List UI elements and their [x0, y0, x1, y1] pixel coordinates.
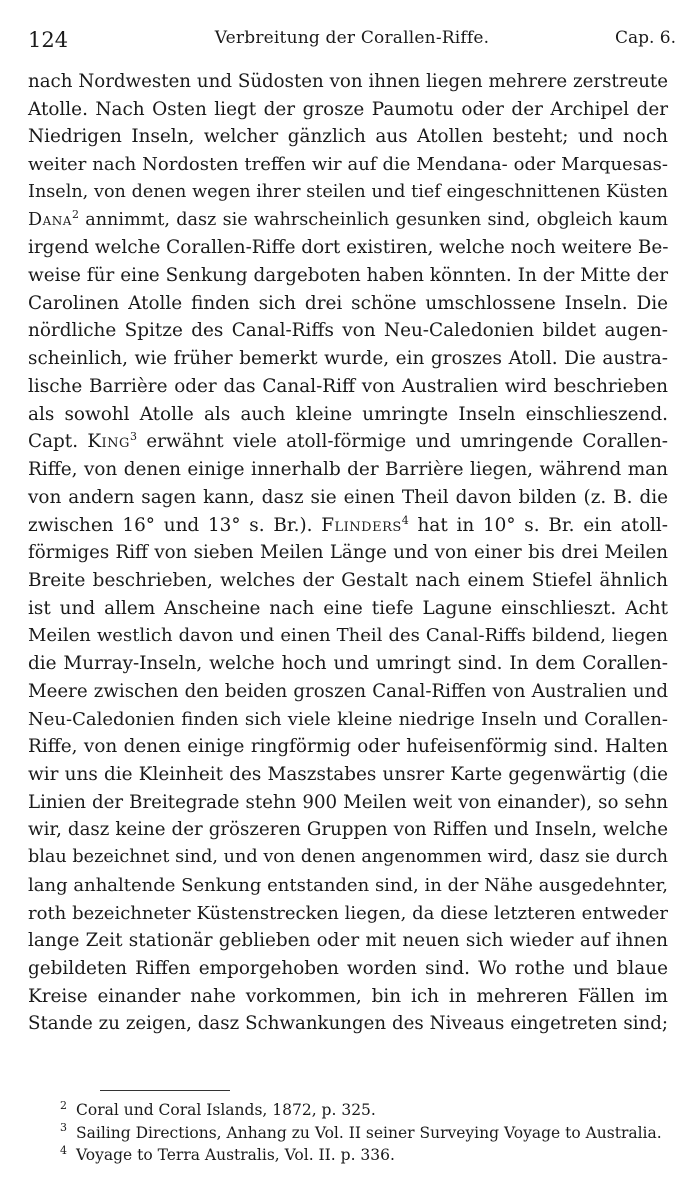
- text-line: [28, 844, 668, 872]
- text-line: [28, 262, 668, 290]
- text-segment: Kreise einander nahe vorkommen, bin ich in mehreren Fällen im: [28, 985, 668, 1007]
- running-title: Verbreitung der Corallen-Riffe.: [214, 28, 490, 48]
- text-line: [28, 428, 668, 456]
- text-segment: Niedrigen Inseln, welcher gänzlich aus Atollen besteht; und noch: [28, 126, 668, 148]
- text-line: [28, 678, 668, 706]
- text-segment: Capt.: [28, 431, 88, 453]
- footnote-divider: [100, 1090, 230, 1091]
- text-segment: Carolinen Atolle finden sich drei schöne umschlossene Inseln. Die: [28, 292, 668, 314]
- text-line: [28, 68, 668, 96]
- text-line: [28, 622, 668, 650]
- text-segment: die Murray-Inseln, welche hoch und umringt sind. In dem Corallen-: [28, 653, 668, 675]
- text-line: [28, 96, 668, 124]
- footnote-reference: 2: [71, 207, 79, 221]
- running-head: [28, 28, 676, 58]
- text-segment: roth bezeichneter Küstenstrecken liegen, da diese letzteren entweder: [28, 902, 668, 924]
- text-segment: Riffe, von denen einige ringförmig oder hufeisenförmig sind. Halten: [28, 736, 668, 758]
- text-segment: lang anhaltende Senkung entstanden sind, in der Nähe ausgedehnter,: [28, 874, 668, 896]
- text-line: [28, 456, 668, 484]
- text-line: [28, 983, 668, 1011]
- text-line: [28, 872, 668, 900]
- author-name: Flinders: [321, 514, 402, 536]
- text-line: [28, 234, 668, 262]
- text-segment: Atolle. Nach Osten liegt der grosze Paumotu oder der Archipel der: [28, 98, 668, 120]
- footnote-text: Sailing Directions, Anhang zu Vol. II seiner Surveying Voyage to Australia.: [76, 1123, 662, 1142]
- text-segment: hat in 10° s. Br. ein atoll-: [408, 514, 668, 536]
- text-segment: blau bezeichnet sind, und von denen angenommen wird, dasz sie durch: [28, 847, 668, 868]
- body-text: [28, 68, 668, 1038]
- text-line: [28, 512, 668, 540]
- text-line: [28, 123, 668, 151]
- text-segment: Breite beschrieben, welches der Gestalt nach einem Stiefel ähnlich: [28, 569, 668, 591]
- text-segment: lische Barrière oder das Canal-Riff von Australien wird beschrieben: [28, 375, 668, 397]
- author-name: Dana: [28, 209, 72, 230]
- footnote: 4 Voyage to Terra Australis, Vol. II. p. 336.: [60, 1143, 395, 1164]
- text-line: [28, 179, 668, 207]
- text-line: [28, 539, 668, 567]
- text-segment: förmiges Riff von sieben Meilen Länge und von einer bis drei Meilen: [28, 542, 668, 564]
- text-segment: nördliche Spitze des Canal-Riffs von Neu-Caledonien bildet augen-: [28, 320, 668, 342]
- text-line: [28, 151, 668, 179]
- text-segment: Meilen westlich davon und einen Theil des Canal-Riffs bildend, liegen: [28, 625, 668, 647]
- text-line: [28, 761, 668, 789]
- text-line: [28, 789, 668, 817]
- text-segment: weiter nach Nordosten treffen wir auf die Mendana- oder Marquesas-: [28, 154, 668, 176]
- text-segment: erwähnt viele atoll-förmige und umringende Corallen-: [136, 431, 668, 453]
- text-line: [28, 595, 668, 623]
- chapter-label: Cap. 6.: [614, 28, 676, 48]
- text-line: [28, 955, 668, 983]
- text-line: [28, 900, 668, 928]
- text-line: [28, 567, 668, 595]
- text-segment: scheinlich, wie früher bemerkt wurde, ein groszes Atoll. Die austra-: [28, 348, 668, 370]
- footnote: 2 Coral und Coral Islands, 1872, p. 325.: [60, 1098, 376, 1119]
- text-segment: von andern sagen kann, dasz sie einen Theil davon bilden (z. B. die: [28, 486, 668, 508]
- text-line: [28, 207, 668, 235]
- footnote-reference: 3: [129, 430, 137, 444]
- text-segment: lange Zeit stationär geblieben oder mit neuen sich wieder auf ihnen: [28, 930, 668, 952]
- text-line: [28, 345, 668, 373]
- text-segment: ist und allem Anscheine nach eine tiefe Lagune einschlieszt. Acht: [28, 597, 668, 619]
- text-segment: gebildeten Riffen emporgehoben worden sind. Wo rothe und blaue: [28, 958, 668, 979]
- text-segment: wir uns die Kleinheit des Maszstabes unsrer Karte gegenwärtig (die: [28, 763, 668, 785]
- footnote-text: Voyage to Terra Australis, Vol. II. p. 336.: [76, 1146, 395, 1164]
- text-segment: Riffe, von denen einige innerhalb der Barrière liegen, während man: [28, 459, 668, 481]
- text-line: [28, 373, 668, 401]
- text-line: [28, 927, 668, 955]
- text-segment: nach Nordwesten und Südosten von ihnen liegen mehrere zerstreute: [28, 71, 668, 92]
- text-line: [28, 290, 668, 318]
- text-segment: Stande zu zeigen, dasz Schwankungen des Niveaus eingetreten sind;: [28, 1013, 668, 1035]
- text-line: [28, 317, 668, 345]
- text-line: [28, 733, 668, 761]
- author-name: King: [87, 431, 130, 453]
- footnote-reference: 4: [401, 513, 409, 527]
- text-segment: als sowohl Atolle als auch kleine umringte Inseln einschlieszend.: [28, 403, 668, 425]
- text-segment: weise für eine Senkung dargeboten haben könnten. In der Mitte der: [28, 265, 668, 287]
- text-line: [28, 1010, 668, 1038]
- text-line: [28, 484, 668, 512]
- footnotes: [60, 1099, 676, 1167]
- text-segment: zwischen 16° und 13° s. Br.).: [28, 514, 322, 536]
- text-segment: Linien der Breitegrade stehn 900 Meilen weit von einander), so sehn: [28, 791, 668, 813]
- footnote: 3 Sailing Directions, Anhang zu Vol. II seiner Surveying Voyage to Australia.: [60, 1121, 662, 1142]
- footnote-text: Coral und Coral Islands, 1872, p. 325.: [76, 1101, 376, 1119]
- text-segment: Meere zwischen den beiden groszen Canal-Riffen von Australien und: [28, 680, 668, 702]
- text-line: [28, 816, 668, 844]
- text-segment: annimmt, dasz sie wahrscheinlich gesunken sind, obgleich kaum: [78, 209, 668, 230]
- text-line: [28, 706, 668, 734]
- text-line: [28, 401, 668, 429]
- text-line: [28, 650, 668, 678]
- text-segment: Neu-Caledonien finden sich viele kleine niedrige Inseln und Corallen-: [28, 708, 668, 730]
- page-number: 124: [28, 28, 69, 52]
- text-segment: irgend welche Corallen-Riffe dort existiren, welche noch weitere Be-: [28, 237, 669, 259]
- text-segment: Inseln, von denen wegen ihrer steilen und tief eingeschnittenen Küsten: [28, 181, 668, 202]
- text-segment: wir, dasz keine der gröszeren Gruppen von Riffen und Inseln, welche: [28, 819, 668, 841]
